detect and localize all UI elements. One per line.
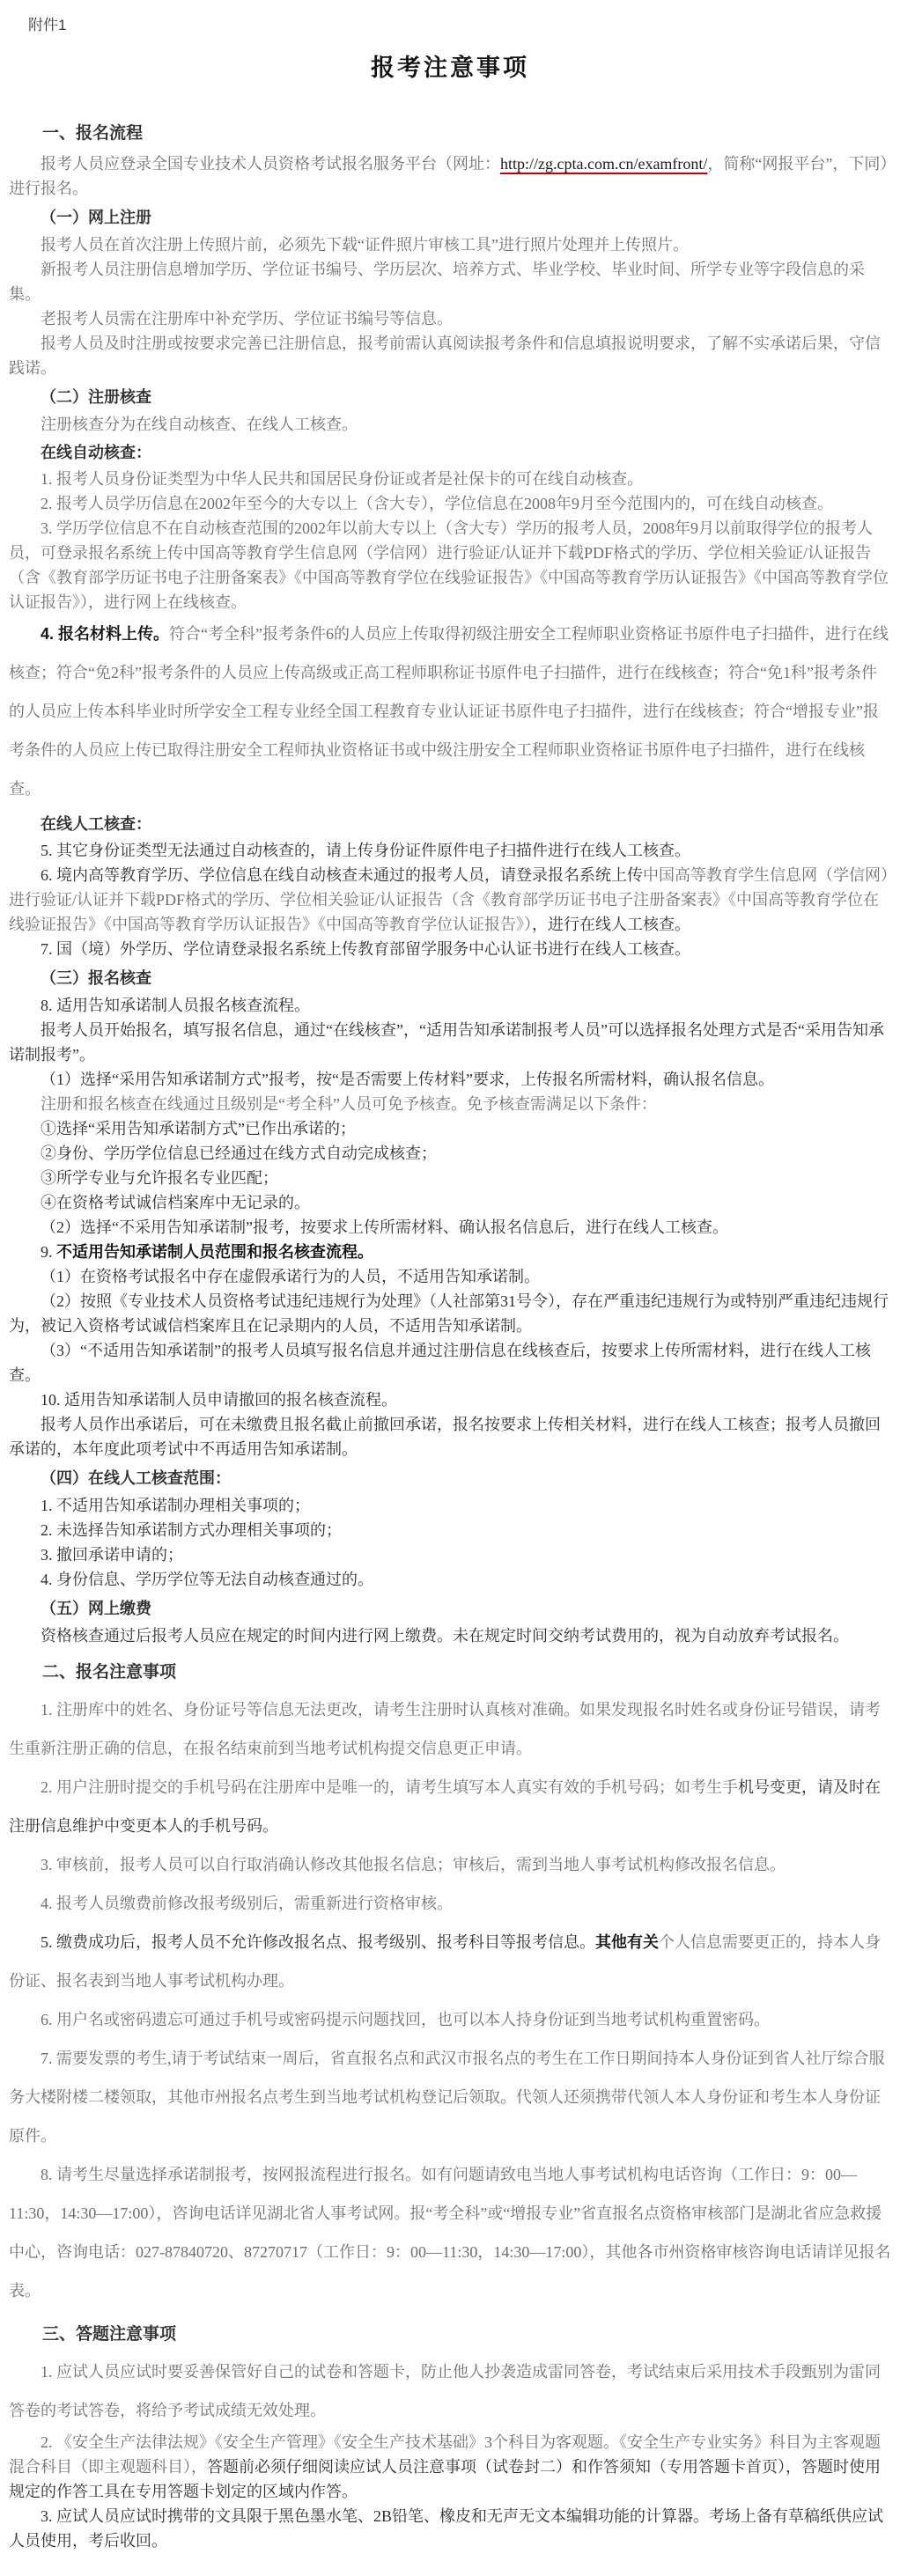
paragraph xyxy=(9,2000,891,2039)
paragraph xyxy=(9,993,891,1018)
section-heading xyxy=(9,2322,891,2347)
text-segment: 不适用告知承诺制人员范围和报名核查流程。 xyxy=(56,1243,373,1261)
text-segment: 4. 身份信息、学历学位等无法自动核查通过的。 xyxy=(41,1571,373,1588)
text-segment: 4. 报考人员缴费前修改报考级别后，需重新进行资格审核。 xyxy=(41,1895,453,1912)
text-segment: 8. 请考生尽量选择承诺制报考，按网报流程进行报名。如有问题请致电当地人事考试机构电话咨询（工作日：9：00—11:30，14:30—17:00），咨询电话详见湖北省人事考试网。报“考全科”或“增报专业”省直报名点资格审核部门是湖北省应急救援中心，咨询电话：027-87840720、87270717（工作日：9：00—11:30，14:30—17:00），其他各市州资格审核咨询电话请详见报名表。 xyxy=(9,2166,891,2300)
paragraph xyxy=(9,838,891,863)
subsection-heading xyxy=(9,385,891,409)
paragraph xyxy=(9,331,891,380)
text-segment: 报考人员在首次注册上传照片前，必须先下载“证件照片审核工具”进行照片处理并上传照片。 xyxy=(41,236,689,254)
paragraph xyxy=(9,491,891,516)
text-segment: 2. 报考人员学历信息在2002年至今的大专以上（含大专），学位信息在2008年9月至今范围内的，可在线自动核查。 xyxy=(41,495,833,512)
text-segment: 报考人员开始报名，填写报名信息，通过“在线核查”，“适用告知承诺制报考人员”可以选择报名处理方式是否“采用告知承诺制报考”。 xyxy=(9,1021,884,1064)
text-segment: ④在资格考试诚信档案库中无记录的。 xyxy=(41,1194,310,1211)
text-segment: 9. xyxy=(41,1243,56,1261)
text-segment: （2）按照《专业技术人员资格考试违纪违规行为处理》（人社部第31号令），存在严重违纪违规行为或特别严重违纪违规行为，被记入资格考试诚信档案库且在记录期内的人员，不适用告知承诺制。 xyxy=(9,1292,889,1335)
text-segment: 机号变更，请及时在注册信息维护中变更本人的手机号码。 xyxy=(9,1778,881,1835)
text-segment: （二）注册核查 xyxy=(41,388,151,406)
text-segment: 其他有关 xyxy=(595,1933,659,1951)
paragraph xyxy=(9,1690,891,1768)
paragraph xyxy=(9,151,891,201)
paragraph xyxy=(9,1542,891,1567)
paragraph xyxy=(9,1768,891,1845)
text-segment: 注册核查分为在线自动核查、在线人工核查。 xyxy=(41,416,358,433)
paragraph xyxy=(9,1387,891,1412)
paragraph xyxy=(9,615,891,808)
paragraph xyxy=(9,1141,891,1166)
page-title: 报考注意事项 xyxy=(371,55,529,81)
paragraph xyxy=(9,937,891,961)
inline-heading xyxy=(9,440,891,465)
paragraph xyxy=(9,257,891,306)
paragraph xyxy=(9,2352,891,2430)
text-segment: （1）选择“采用告知承诺制方式”报考，按“是否需要上传材料”要求，上传报名所需材料，确认报名信息。 xyxy=(41,1071,774,1088)
text-segment: 5. 缴费成功后，报考人员不允许修改报名点、报考级别、报考科目等报考信息。 xyxy=(41,1933,595,1951)
text-segment: 符合“考全科”报考条件6的人员应上传取得初级注册安全工程师职业资格证书原件电子扫描件，进行在线核查；符合“免2科”报考条件的人员应上传高级或正高工程师职称证书原件电子扫描件，进行在线核查；符合“免1科”报考条件的人员应上传本科毕业时所学安全工程专业经全国工程教育专业认证证书原件电子扫描件，进行在线核查；符合“增报专业”报考条件的人员应上传已取得注册安全工程师执业资格证书或中级注册安全工程师职业资格证书原件电子扫描件，进行在线核查。 xyxy=(9,625,889,798)
text-segment: （四）在线人工核查范围： xyxy=(41,1469,231,1487)
text-segment: （五）网上缴费 xyxy=(41,1600,151,1617)
text-segment: 2. 《安全生产法律法规》《安全生产管理》《安全生产技术基础》3个科目为客观题。《安全生产专业实务》科目为主客观题混合科目（即主观题科目）， xyxy=(9,2433,881,2476)
text-segment: 在线人工核查： xyxy=(41,815,151,833)
paragraph xyxy=(9,1338,891,1387)
text-segment: ②身份、学历学位信息已经通过在线方式自动完成核查； xyxy=(41,1144,437,1162)
paragraph xyxy=(9,1092,891,1116)
text-segment: 1. 应试人员应试时要妥善保管好自己的试卷和答题卡，防止他人抄袭造成雷同答卷，考试结束后采用技术手段甄别为雷同答卷的考试答卷，将给予考试成绩无效处理。 xyxy=(9,2363,881,2419)
paragraph xyxy=(9,1116,891,1141)
text-segment: 10. 适用告知承诺制人员申请撤回的报名核查流程。 xyxy=(41,1391,397,1409)
text-segment: 3. 审核前，报考人员可以自行取消确认修改其他报名信息；审核后，需到当地人事考试机构修改报名信息。 xyxy=(41,1856,786,1873)
text-segment: 报考人员作出承诺后，可在未缴费且报名截止前撤回承诺，报名按要求上传相关材料，进行在线人工核查；报考人员撤回承诺的，本年度此项考试中不再适用告知承诺制。 xyxy=(9,1416,881,1458)
paragraph xyxy=(9,232,891,257)
text-segment: 新报考人员注册信息增加学历、学位证书编号、学历层次、培养方式、毕业学校、毕业时间、所学专业等字段信息的采集。 xyxy=(9,261,865,303)
paragraph xyxy=(9,1884,891,1923)
text-segment: 1. 不适用告知承诺制办理相关事项的； xyxy=(41,1497,310,1514)
text-segment: 报考人员及时注册或按要求完善已注册信息，报考前需认真阅读报考条件和信息填报说明要求，了解不实承诺后果，守信践诺。 xyxy=(9,335,881,377)
inline-heading xyxy=(9,812,891,836)
text-segment: （1）在资格考试报名中存在虚假承诺行为的人员，不适用告知承诺制。 xyxy=(41,1268,540,1285)
paragraph xyxy=(9,306,891,331)
paragraph xyxy=(9,1067,891,1092)
text-segment: ①选择“采用告知承诺制方式”已作出承诺的； xyxy=(41,1120,356,1137)
paragraph xyxy=(9,1923,891,2000)
paragraph xyxy=(9,412,891,437)
text-segment: 老报考人员需在注册库中补充学历、学位证书编号等信息。 xyxy=(41,310,453,328)
paragraph xyxy=(9,863,891,937)
paragraph xyxy=(9,1518,891,1542)
subsection-heading xyxy=(9,205,891,230)
paragraph xyxy=(9,1264,891,1289)
text-segment: 7. 需要发票的考生,请于考试结束一周后，省直报名点和武汉市报名点的考生在工作日期间持本人身份证到省人社厅综合服务大楼附楼二楼领取，其他市州报名点考生到当地考试机构登记后领取。代领人还须携带代领人本人身份证和考生本人身份证原件。 xyxy=(9,2050,885,2145)
document-body xyxy=(9,121,891,2553)
text-segment: 中国高等教育学生信息网（学信网）进行验证/认证并下载PDF格式的学历、学位相关验证/认证报告（含《教育部学历证书电子注册备案表》《中国高等教育学位在线验证报告》《中国高等教育学历认证报告》《中国高等教育学位认证报告》） xyxy=(9,866,889,933)
text-segment: 一、报名流程 xyxy=(42,124,144,143)
paragraph xyxy=(9,1567,891,1592)
text-segment: 报考人员应登录全国专业技术人员资格考试报名服务平台（网址： xyxy=(41,155,500,173)
text-segment: 2. 用户注册时提交的手机号码在注册库中是唯一的，请考生填写本人真实有效的手机号码；如考生手 xyxy=(41,1778,738,1796)
text-segment: 5. 其它身份证类型无法通过自动核查的，请上传身份证件原件电子扫描件进行在线人工核查。 xyxy=(41,842,690,859)
text-segment: （三）报名核查 xyxy=(41,969,151,987)
paragraph xyxy=(9,1240,891,1264)
text-segment: （3）“不适用告知承诺制”的报考人员填写报名信息并通过注册信息在线核查后，按要求上传所需材料，进行在线人工核查。 xyxy=(9,1342,871,1384)
text-segment: ，简称“网报平台”，下同）进行报名。 xyxy=(9,155,889,197)
paragraph xyxy=(9,467,891,491)
text-segment: 三、答题注意事项 xyxy=(42,2325,177,2344)
text-segment: 个人信息需要更正的，持本人身份证、报名表到当地人事考试机构办理。 xyxy=(9,1933,881,1990)
exam-platform-url[interactable]: http://zg.cpta.com.cn/examfront/ xyxy=(500,155,708,173)
attachment-label: 附件1 xyxy=(28,17,67,33)
text-segment: 二、报名注意事项 xyxy=(42,1663,177,1682)
paragraph xyxy=(9,1215,891,1240)
paragraph xyxy=(9,1412,891,1461)
text-segment: 6. 境内高等教育学历、学位信息在线自动核查未通过的报考人员，请登录报名系统上传 xyxy=(41,866,643,884)
paragraph xyxy=(9,1623,891,1648)
section-heading xyxy=(9,1660,891,1685)
paragraph xyxy=(9,2155,891,2310)
subsection-heading xyxy=(9,966,891,990)
paragraph xyxy=(9,1493,891,1518)
text-segment: 3. 学历学位信息不在自动核查范围的2002年以前大专以上（含大专）学历的报考人员，2008年9月以前取得学位的报考人员，可登录报名系统上传中国高等教育学生信息网（学信网）进行验证/认证并下载PDF格式的学历、学位相关验证/认证报告（含《教育部学历证书电子注册备案表》《中国高等教育学位在线验证报告》《中国高等教育学历认证报告》《中国高等教育学位认证报告》），进行网上在线核查。 xyxy=(9,519,889,611)
text-segment: 1. 报考人员身份证类型为中华人民共和国居民身份证或者是社保卡的可在线自动核查。 xyxy=(41,470,643,488)
text-segment: 资格核查通过后报考人员应在规定的时间内进行网上缴费。未在规定时间交纳考试费用的，视为自动放弃考试报名。 xyxy=(41,1627,849,1645)
paragraph xyxy=(9,1190,891,1215)
text-segment: 3. 撤回承诺申请的； xyxy=(41,1546,183,1564)
text-segment: 在线自动核查： xyxy=(41,444,151,461)
paragraph xyxy=(9,1845,891,1884)
text-segment: 6. 用户名或密码遗忘可通过手机号或密码提示问题找回，也可以本人持身份证到当地考试机构重置密码。 xyxy=(41,2011,770,2028)
text-segment: 2. 未选择告知承诺制方式办理相关事项的； xyxy=(41,1521,342,1539)
paragraph xyxy=(9,2504,891,2553)
text-segment: 1. 注册库中的姓名、身份证号等信息无法更改，请考生注册时认真核对准确。如果发现报名时姓名或身份证号错误，请考生重新注册正确的信息，在报名结束前到当地考试机构提交信息更正申请。 xyxy=(9,1701,881,1757)
text-segment: （2）选择“不采用告知承诺制”报考，按要求上传所需材料、确认报名信息后，进行在线人工核查。 xyxy=(41,1218,728,1236)
paragraph xyxy=(9,1018,891,1067)
paragraph xyxy=(9,1166,891,1190)
text-segment: ③所学专业与允许报名专业匹配； xyxy=(41,1169,278,1187)
text-segment: 7. 国（境）外学历、学位请登录报名系统上传教育部留学服务中心认证书进行在线人工核查。 xyxy=(41,940,690,958)
text-segment: 4. 报名材料上传。 xyxy=(41,625,170,643)
subsection-heading xyxy=(9,1596,891,1621)
text-segment: 注册和报名核查在线通过且级别是“考全科”人员可免予核查。免予核查需满足以下条件： xyxy=(41,1095,657,1113)
text-segment: （一）网上注册 xyxy=(41,209,151,226)
paragraph xyxy=(9,516,891,615)
paragraph xyxy=(9,1289,891,1338)
text-segment: 8. 适用告知承诺制人员报名核查流程。 xyxy=(41,997,310,1014)
text-segment: ，进行在线人工核查。 xyxy=(532,916,690,933)
paragraph xyxy=(9,2430,891,2504)
text-segment: 答题前必须仔细阅读应试人员注意事项（试卷封二）和作答须知（专用答题卡首页），答题时使用规定的作答工具在专用答题卡划定的区域内作答。 xyxy=(9,2458,881,2500)
text-segment: 3. 应试人员应试时携带的文具限于黑色墨水笔、2B铅笔、橡皮和无声无文本编辑功能的计算器。考场上备有草稿纸供应试人员使用，考后收回。 xyxy=(9,2507,884,2550)
section-heading xyxy=(9,121,891,146)
paragraph xyxy=(9,2039,891,2155)
subsection-heading xyxy=(9,1466,891,1490)
